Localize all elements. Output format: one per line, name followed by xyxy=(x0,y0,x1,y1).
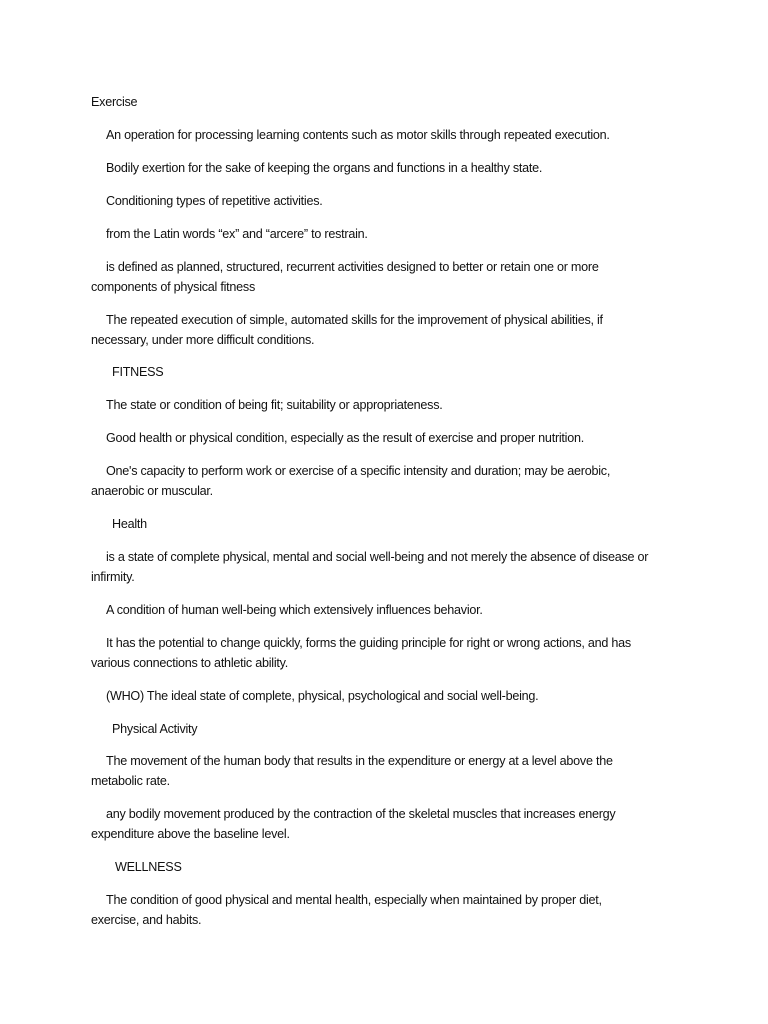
fitness-definition: The state or condition of being fit; suitability or appropriateness. xyxy=(106,398,443,412)
physical-activity-definition: The movement of the human body that results in the expenditure or energy at a level above the metabolic rate. xyxy=(91,754,613,788)
physical-activity-heading: Physical Activity xyxy=(112,722,198,736)
document-title: Exercise xyxy=(91,95,138,109)
health-heading: Health xyxy=(112,517,147,531)
exercise-definition: The repeated execution of simple, automated skills for the improvement of physical abilities, if necessary, under more difficult conditions. xyxy=(91,313,603,347)
health-definition: It has the potential to change quickly, forms the guiding principle for right or wrong actions, and has various connections to athletic ability. xyxy=(91,636,631,670)
physical-activity-definition: any bodily movement produced by the contraction of the skeletal muscles that increases energy expenditure above the baseline level. xyxy=(91,807,616,841)
exercise-definition: Conditioning types of repetitive activities. xyxy=(106,194,323,208)
wellness-heading: WELLNESS xyxy=(115,860,182,874)
fitness-definition: One's capacity to perform work or exercise of a specific intensity and duration; may be aerobic, anaerobic or muscular. xyxy=(91,464,611,498)
exercise-definition: Bodily exertion for the sake of keeping the organs and functions in a healthy state. xyxy=(106,161,543,175)
fitness-heading: FITNESS xyxy=(112,365,164,379)
health-definition: A condition of human well-being which extensively influences behavior. xyxy=(106,603,483,617)
health-definition: (WHO) The ideal state of complete, physical, psychological and social well-being. xyxy=(106,689,539,703)
exercise-definition: is defined as planned, structured, recurrent activities designed to better or retain one or more components of physical fitness xyxy=(91,260,599,294)
health-definition: is a state of complete physical, mental and social well-being and not merely the absence of disease or infirmity. xyxy=(91,550,649,584)
exercise-definition: from the Latin words “ex” and “arcere” to restrain. xyxy=(106,227,368,241)
fitness-definition: Good health or physical condition, especially as the result of exercise and proper nutrition. xyxy=(106,431,584,445)
wellness-definition: The condition of good physical and mental health, especially when maintained by proper diet, exercise, and habits. xyxy=(91,893,602,927)
exercise-definition: An operation for processing learning contents such as motor skills through repeated execution. xyxy=(106,128,610,142)
